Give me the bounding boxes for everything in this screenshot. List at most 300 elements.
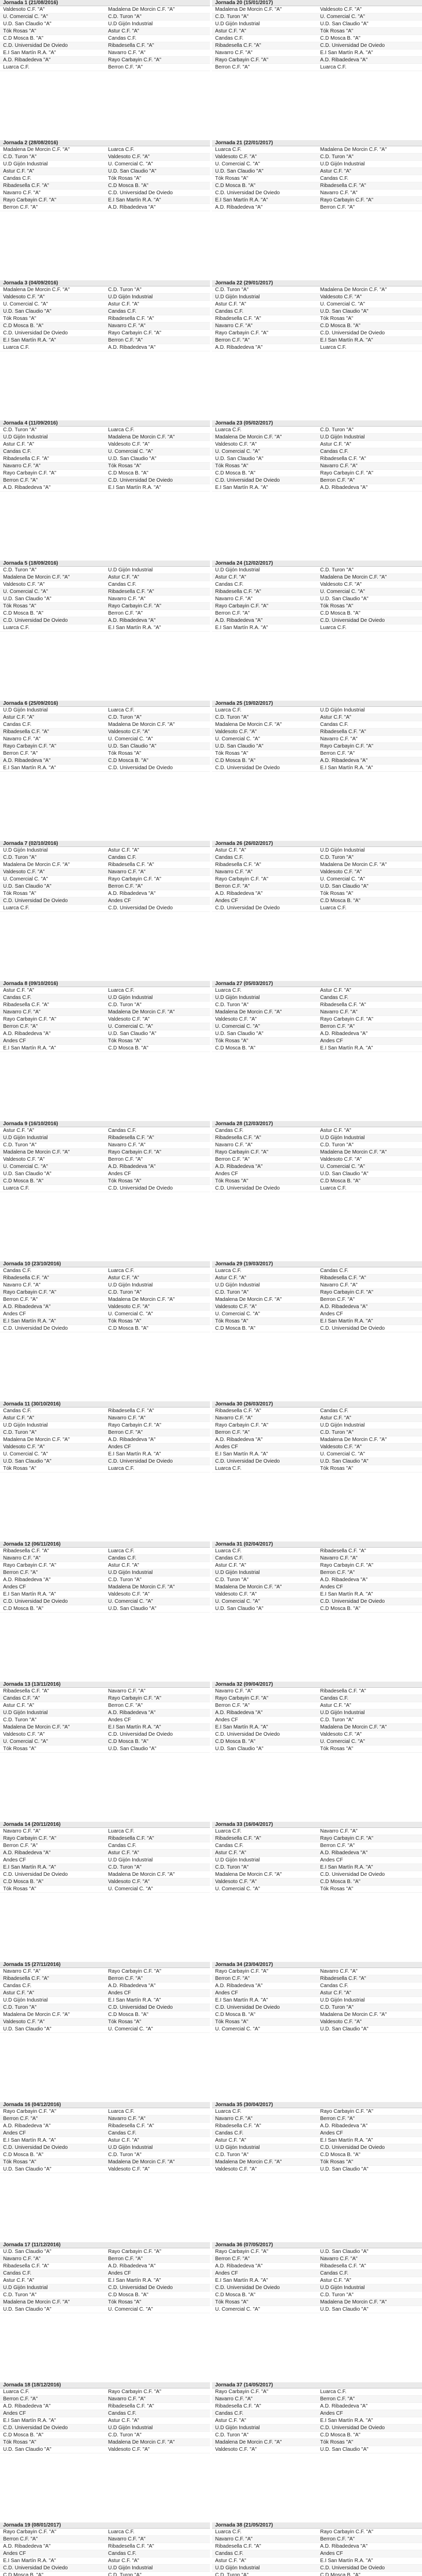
home-team: Valdesoto C.F. "A" [215,2166,257,2172]
match-row [212,1142,422,1149]
away-team: Navarro C.F. "A" [320,1828,358,1834]
home-team: Valdesoto C.F. "A" [3,7,45,12]
home-team: C.D. Turon "A" [215,2432,249,2438]
away-team: Astur C.F. "A" [320,1415,351,1421]
home-team: Navarro C.F. "A" [3,2256,41,2262]
jornada-block [0,981,210,1121]
jornada-block [212,1682,422,1822]
match-row [0,182,210,190]
home-team: Madalena De Morcin C.F. "A" [215,1297,282,1302]
match-row [0,1738,210,1745]
match-row [212,1325,422,1332]
match-row [212,1591,422,1598]
home-team: Ribadesella C.F. "A" [215,862,261,868]
home-team: Rayo Carbayin C.F. "A" [3,743,57,749]
home-team: U.D. San Claudio "A" [3,2026,51,2032]
home-team: Berron C.F. "A" [3,751,38,756]
away-team: C.D Mosca B. "A" [320,2152,361,2158]
match-row [0,1171,210,1178]
jornada-block [0,1541,210,1682]
home-team: Candas C.F. [215,582,244,587]
jornada-title: Jornada 35 (30/04/2017) [212,2102,422,2108]
away-team: C.D. Universidad De Oviedo [108,1732,173,1737]
home-team: C.D. Turon "A" [215,1290,249,1295]
match-row [212,750,422,757]
away-team: U.D. San Claudio "A" [108,168,156,174]
home-team: U.D Gijón Industrial [3,434,48,440]
match-row [0,603,210,610]
jornada-block [0,140,210,280]
match-row [212,1023,422,1030]
away-team: U.D. San Claudio "A" [108,743,156,749]
home-team: C.D. Universidad De Oviedo [3,330,68,336]
match-row [0,1408,210,1415]
home-team: U.D Gijón Industrial [3,1135,48,1141]
away-team: A.D. Ribadedeva "A" [108,618,156,623]
match-row [212,168,422,175]
home-team: C.D. Universidad De Oviedo [215,765,280,771]
home-team: Rayo Carbayin C.F. "A" [215,2389,269,2395]
away-team: C.D. Universidad De Oviedo [320,43,385,48]
jornada-block [212,140,422,280]
away-team: C.D. Universidad De Oviedo [108,1459,173,1464]
match-row [0,1548,210,1555]
away-team: Luarca C.F. [320,625,347,631]
away-team: C.D Mosca B. "A" [108,183,149,189]
match-row [212,1688,422,1695]
away-team: U. Comercial C. "A" [108,1024,153,1029]
match-row [0,1325,210,1332]
away-team: Andes CF [108,1444,131,1450]
jornada-title: Jornada 1 (21/08/2016) [0,0,210,6]
home-team: U. Comercial C. "A" [3,1164,48,1170]
jornada-title: Jornada 5 (18/09/2016) [0,561,210,567]
home-team: Tók Rosas "A" [215,1318,249,1324]
match-row [0,337,210,344]
home-team: Tók Rosas "A" [215,176,249,181]
away-team: C.D Mosca B. "A" [320,611,361,616]
away-team: C.D Mosca B. "A" [108,758,149,764]
away-team: U.D Gijón Industrial [320,848,365,853]
away-team: U.D. San Claudio "A" [320,2249,368,2255]
away-team: C.D. Turon "A" [108,287,142,293]
home-team: Berron C.F. "A" [215,884,250,889]
match-row [212,330,422,337]
home-team: Tók Rosas "A" [3,2159,37,2165]
home-team: Navarro C.F. "A" [215,50,253,56]
home-team: Madalena De Morcin C.F. "A" [215,1584,282,1590]
jornada-title: Jornada 37 (14/05/2017) [212,2382,422,2388]
home-team: Astur C.F. "A" [215,1563,247,1568]
jornada-title: Jornada 7 (02/10/2016) [0,841,210,847]
home-team: Rayo Carbayin C.F. "A" [215,1696,269,1701]
home-team: Ribadesella C.F. "A" [3,729,49,735]
home-team: Berron C.F. "A" [3,1297,38,1302]
away-team: Ribadesella C.F. "A" [320,456,366,462]
home-team: A.D. Ribadedeva "A" [215,1164,263,1170]
jornada-title: Jornada 4 (11/09/2016) [0,420,210,427]
home-team: U.D. San Claudio "A" [3,596,51,602]
home-team: Candas C.F. [215,309,244,314]
home-team: Berron C.F. "A" [215,1703,250,1708]
home-team: Navarro C.F. "A" [3,1969,41,1974]
match-row [212,315,422,323]
away-team: Andes CF [320,2551,343,2556]
away-team: U. Comercial C. "A" [108,1599,153,1604]
home-team: A.D. Ribadedeva "A" [3,1031,51,1037]
away-team: A.D. Ribadedeva "A" [108,2263,156,2269]
match-row [0,2277,210,2284]
home-team: C.D. Turon "A" [215,1865,249,1870]
home-team: U. Comercial C. "A" [215,2026,260,2032]
away-team: Astur C.F. "A" [108,1275,139,1281]
away-team: Madalena De Morcin C.F. "A" [108,1872,175,1877]
away-team: U. Comercial C. "A" [108,161,153,167]
home-team: Valdesoto C.F. "A" [3,1732,45,1737]
away-team: Andes CF [320,2130,343,2136]
home-team: Candas C.F. [3,176,32,181]
away-team: Tók Rosas "A" [108,2299,142,2305]
home-team: Astur C.F. "A" [3,2278,34,2283]
away-team: Candas C.F. [320,1408,349,1414]
away-team: E.I San Martín R.A. "A" [108,625,161,631]
match-row [0,1156,210,1163]
away-team: Tók Rosas "A" [320,1746,354,1752]
away-team: Tók Rosas "A" [108,176,142,181]
match-row [212,1009,422,1016]
home-team: C.D. Universidad De Oviedo [3,1872,68,1877]
home-team: C.D. Universidad De Oviedo [215,1732,280,1737]
home-team: Tók Rosas "A" [3,891,37,896]
match-row [212,1311,422,1318]
away-team: Astur C.F. "A" [320,1128,351,1133]
home-team: Rayo Carbayin C.F. "A" [3,2529,57,2535]
away-team: Andes CF [320,1038,343,1044]
match-row [212,2536,422,2543]
away-team: Candas C.F. [108,582,137,587]
match-row [212,2299,422,2306]
match-row [212,2166,422,2173]
match-row [212,987,422,994]
match-row [212,2396,422,2403]
away-team: Rayo Carbayin C.F. "A" [320,2529,374,2535]
match-row [0,434,210,441]
match-row [212,161,422,168]
match-row [0,743,210,750]
home-team: E.I San Martín R.A. "A" [215,485,268,490]
home-team: E.I San Martín R.A. "A" [3,2418,56,2424]
away-team: C.D. Turon "A" [320,2005,354,2010]
match-row [212,1968,422,1975]
match-row [212,463,422,470]
away-team: U.D Gijón Industrial [320,1997,365,2003]
away-team: Berron C.F. "A" [320,1570,355,1575]
jornada-title: Jornada 27 (05/03/2017) [212,981,422,987]
match-row [212,2123,422,2130]
home-team: C.D. Turon "A" [3,154,37,160]
match-row [0,2446,210,2453]
home-team: C.D Mosca B. "A" [3,1879,44,1885]
away-team: Berron C.F. "A" [320,1843,355,1849]
away-team: E.I San Martín R.A. "A" [108,1451,161,1457]
home-team: U.D Gijón Industrial [3,848,48,853]
match-row [0,1318,210,1325]
away-team: Berron C.F. "A" [320,751,355,756]
home-team: U. Comercial C. "A" [3,1451,48,1457]
home-team: U. Comercial C. "A" [3,876,48,882]
jornada-title: Jornada 10 (23/10/2016) [0,1261,210,1267]
match-row [212,994,422,1002]
home-team: Candas C.F. [215,2130,244,2136]
away-team: Andes CF [108,1171,131,1177]
match-row [0,854,210,861]
away-team: Tók Rosas "A" [108,751,142,756]
home-team: Berron C.F. "A" [3,205,38,210]
home-team: Madalena De Morcin C.F. "A" [3,1437,70,1443]
home-team: Andes CF [3,2411,26,2416]
match-row [212,6,422,13]
home-team: Tók Rosas "A" [3,316,37,321]
match-row [0,2011,210,2019]
match-row [0,49,210,57]
away-team: Valdesoto C.F. "A" [108,1879,150,1885]
match-row [0,765,210,772]
home-team: A.D. Ribadedeva "A" [3,57,51,63]
match-row [0,1709,210,1717]
match-row [0,2403,210,2410]
match-row [0,869,210,876]
away-team: U.D Gijón Industrial [108,1282,153,1288]
home-team: Ribadesella C.F. "A" [215,2544,261,2549]
match-row [0,714,210,721]
away-team: Rayo Carbayin C.F. "A" [320,743,374,749]
home-team: Ribadesella C.F. "A" [215,1408,261,1414]
home-team: Ribadesella C.F. "A" [3,1548,49,1554]
home-team: U.D. San Claudio "A" [3,21,51,27]
away-team: Valdesoto C.F. "A" [108,1591,150,1597]
match-row [212,1408,422,1415]
home-team: U. Comercial C. "A" [215,2307,260,2312]
home-team: U.D Gijón Industrial [215,995,260,1001]
home-team: Candas C.F. [215,1555,244,1561]
match-row [212,1709,422,1717]
away-team: Candas C.F. [108,2130,137,2136]
match-row [0,1142,210,1149]
home-team: Rayo Carbayin C.F. "A" [3,1563,57,1568]
home-team: Rayo Carbayin C.F. "A" [3,470,57,476]
match-row [0,344,210,351]
match-row [0,286,210,294]
home-team: C.D Mosca B. "A" [3,1606,44,1612]
away-team: Berron C.F. "A" [108,1976,143,1981]
match-row [0,1555,210,1562]
match-row [212,2439,422,2446]
match-row [212,301,422,308]
away-team: Candas C.F. [320,1268,349,1274]
away-team: Navarro C.F. "A" [320,736,358,742]
match-row [0,6,210,13]
away-team: Astur C.F. "A" [108,2558,139,2564]
home-team: Berron C.F. "A" [3,478,38,483]
match-row [212,2529,422,2536]
away-team: C.D. Universidad De Oviedo [320,330,385,336]
away-team: U.D Gijón Industrial [320,707,365,713]
match-row [0,1569,210,1577]
match-row [0,1982,210,1990]
match-row [212,1577,422,1584]
home-team: U. Comercial C. "A" [215,1024,260,1029]
match-row [0,154,210,161]
jornada-title: Jornada 11 (30/10/2016) [0,1401,210,1408]
away-team: A.D. Ribadedeva "A" [320,1577,368,1583]
match-row [0,1584,210,1591]
away-team: Ribadesella C.F. "A" [320,183,366,189]
away-team: Madalena De Morcin C.F. "A" [320,287,387,293]
match-row [212,1444,422,1451]
away-team: Candas C.F. [108,309,137,314]
jornada-block [0,1121,210,1261]
match-row [0,905,210,912]
jornada-title: Jornada 29 (19/03/2017) [212,1261,422,1267]
match-row [212,42,422,49]
match-row [212,1738,422,1745]
home-team: C.D Mosca B. "A" [215,183,256,189]
home-team: Tók Rosas "A" [3,28,37,34]
match-row [0,1429,210,1436]
jornada-block [0,1682,210,1822]
home-team: Candas C.F. [215,36,244,41]
away-team: Ribadesella C.F. "A" [320,1002,366,1008]
jornada-block [212,561,422,701]
match-row [0,1038,210,1045]
match-row [212,1415,422,1422]
match-row [0,617,210,624]
match-row [0,1717,210,1724]
match-row [212,1850,422,1857]
home-team: Andes CF [215,1717,238,1723]
away-team: A.D. Ribadedeva "A" [320,758,368,764]
match-row [0,2439,210,2446]
match-row [212,35,422,42]
home-team: Luarca C.F. [3,345,30,350]
match-row [212,1717,422,1724]
match-row [212,1695,422,1702]
away-team: Ribadesella C.F. "A" [108,2544,154,2549]
away-team: Berron C.F. "A" [108,64,143,70]
away-team: Navarro C.F. "A" [108,1688,146,1694]
home-team: Navarro C.F. "A" [215,596,253,602]
home-team: Luarca C.F. [215,707,242,713]
home-team: Luarca C.F. [215,1268,242,1274]
away-team: U. Comercial C. "A" [320,1164,365,1170]
home-team: Madalena De Morcin C.F. "A" [3,2299,70,2305]
jornada-block [0,1962,210,2102]
home-team: U.D. San Claudio "A" [215,743,263,749]
jornada-block [212,2522,422,2576]
home-team: U.D. San Claudio "A" [3,2307,51,2312]
match-row [0,1296,210,1303]
away-team: E.I San Martín R.A. "A" [320,337,373,343]
match-row [212,2137,422,2144]
match-row [0,1030,210,1038]
away-team: U.D Gijón Industrial [320,1422,365,1428]
match-row [212,2256,422,2263]
match-row [212,204,422,211]
away-team: Ribadesella C.F. "A" [108,1836,154,1841]
match-row [212,13,422,21]
home-team: U.D Gijón Industrial [3,1422,48,1428]
home-team: Astur C.F. "A" [215,2418,247,2424]
match-row [0,750,210,757]
match-row [0,190,210,197]
match-row [212,581,422,588]
home-team: Luarca C.F. [215,1548,242,1554]
match-row [0,2263,210,2270]
away-team: C.D. Turon "A" [320,855,354,860]
home-team: Valdesoto C.F. "A" [215,729,257,735]
home-team: Andes CF [3,1584,26,1590]
home-team: Berron C.F. "A" [215,64,250,70]
match-row [0,2557,210,2565]
home-team: Navarro C.F. "A" [3,1282,41,1288]
jornada-title: Jornada 16 (04/12/2016) [0,2102,210,2108]
away-team: Andes CF [320,2411,343,2416]
away-team: Astur C.F. "A" [108,301,139,307]
away-team: C.D. Universidad De Oviedo [320,1872,385,1877]
match-row [0,1975,210,1982]
match-row [0,330,210,337]
home-team: Navarro C.F. "A" [3,1555,41,1561]
home-team: E.I San Martín R.A. "A" [215,1451,268,1457]
away-team: C.D. Universidad De Oviedo [108,2285,173,2291]
home-team: C.D. Universidad De Oviedo [3,1599,68,1604]
home-team: E.I San Martín R.A. "A" [215,2278,268,2283]
home-team: Tók Rosas "A" [215,2299,249,2305]
home-team: Candas C.F. [3,722,32,727]
home-team: Valdesoto C.F. "A" [215,154,257,160]
match-row [0,1282,210,1289]
match-row [0,1275,210,1282]
jornada-title: Jornada 17 (11/12/2016) [0,2242,210,2248]
jornada-block [212,1822,422,1962]
match-row [212,574,422,581]
away-team: U. Comercial C. "A" [320,589,365,595]
match-row [212,1990,422,1997]
match-row [212,1422,422,1429]
away-team: C.D Mosca B. "A" [108,470,149,476]
away-team: Madalena De Morcin C.F. "A" [320,2299,387,2305]
match-row [0,2425,210,2432]
away-team: U.D. San Claudio "A" [320,309,368,314]
away-team: Astur C.F. "A" [108,574,139,580]
away-team: Candas C.F. [320,1696,349,1701]
away-team: Andes CF [108,898,131,904]
away-team: U.D. San Claudio "A" [108,456,156,462]
away-team: Madalena De Morcin C.F. "A" [320,862,387,868]
jornada-title: Jornada 25 (19/02/2017) [212,701,422,707]
away-team: Navarro C.F. "A" [108,596,146,602]
match-row [212,470,422,477]
away-team: Luarca C.F. [108,707,135,713]
home-team: Rayo Carbayin C.F. "A" [3,1016,57,1022]
away-team: C.D Mosca B. "A" [320,2432,361,2438]
home-team: Luarca C.F. [215,988,242,993]
home-team: A.D. Ribadedeva "A" [3,1577,51,1583]
home-team: Astur C.F. "A" [215,848,247,853]
home-team: Luarca C.F. [215,147,242,152]
home-team: U. Comercial C. "A" [215,161,260,167]
home-team: U.D Gijón Industrial [215,294,260,300]
